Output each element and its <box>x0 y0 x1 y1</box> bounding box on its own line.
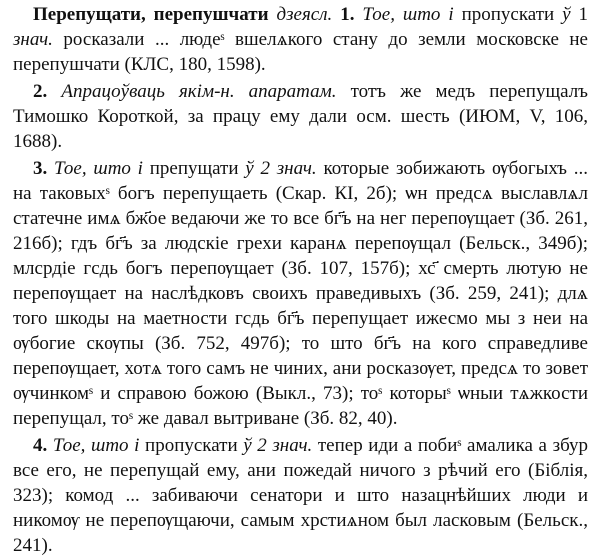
sense-number: 1. <box>340 4 355 25</box>
italic-label: знач. <box>13 29 53 50</box>
entry-text: препущати <box>142 158 246 179</box>
entry-text: пропускати <box>139 435 244 456</box>
italic-label: дзеясл. <box>276 4 333 25</box>
entry-text: 1 <box>570 4 589 25</box>
sense-paragraph <box>13 156 588 431</box>
entry-text: тепер иди а побиˢ амалика а збур все его, не перепущай ему, ани пожедай ничого з рѣчий его (Біблія, 323); комод ... забиваючи сенатори и што назацнѣйших люди и никомѹ не перепѹщаючи, самым хрстиѧном был ласковым (Бельск., 241). <box>13 435 589 556</box>
sense-paragraph <box>13 433 588 558</box>
sense-number: 2. <box>33 81 48 102</box>
italic-label: Апрацоўваць якім-н. апаратам. <box>61 81 337 102</box>
entry-text <box>332 4 340 25</box>
entry-text: которые зобижають ѹбогыхъ ... на таковыхˢ богъ перепущаеть (Скар. КІ, 2б); ѡн предсѧ выславлѧл статечне имѧ бж҃ое ведаючи же то все бг҃ъ на нег перепѹщает (Зб. 261, 216б); гдъ бг҃ъ за людскіе грехи каранѧ перепѹщал (Бельск., 349б); млсрдіе гсдь богъ перепѹщает (Зб. 107, 157б); хс҃ смерть лютую не перепѹщает на наслѣдковъ своихъ праведивыхъ (Зб. 259, 241); длѧ того шкоды на маетности гсдь бг҃ъ перепущает ижесмо мы з неи на ѹбогие скѹпы (Зб. 752, 497б); то што бг҃ъ на кого справедливе перепѹщает, хотѧ того самъ не чиних, ани росказѹет, предсѧ то зовет ѹчинкомˢ и справою божою (Выкл., 73); тоˢ которыˢ ѡныи тѧжкости перепущал, тоˢ же давал вытриване (Зб. 82, 40). <box>13 158 588 429</box>
italic-label: Тое, што і <box>54 158 143 179</box>
entry-text: тотъ же медъ перепущалъ Тимошко Короткой, за працу ему дали осм. шесть (ИЮМ, V, 106, 1688). <box>13 81 588 152</box>
sense-paragraph <box>13 2 588 77</box>
sense-number: 4. <box>33 435 48 456</box>
headword: Перепущати, перепушчати <box>33 4 269 25</box>
italic-label: ў 2 знач. <box>245 158 317 179</box>
italic-label: Тое, што і <box>52 435 140 456</box>
entry-text: пропускати <box>453 4 563 25</box>
entry-text <box>47 158 54 179</box>
italic-label: ў 2 знач. <box>243 435 313 456</box>
sense-paragraph <box>13 79 588 154</box>
italic-label: Тое, што і <box>362 4 454 25</box>
italic-label: ў <box>562 4 571 25</box>
entry-text <box>47 81 61 102</box>
sense-number: 3. <box>33 158 48 179</box>
entry-text: росказали ... людеˢ вшелѧкого стану до земли московске не перепушчати (КЛС, 180, 1598). <box>13 29 588 75</box>
